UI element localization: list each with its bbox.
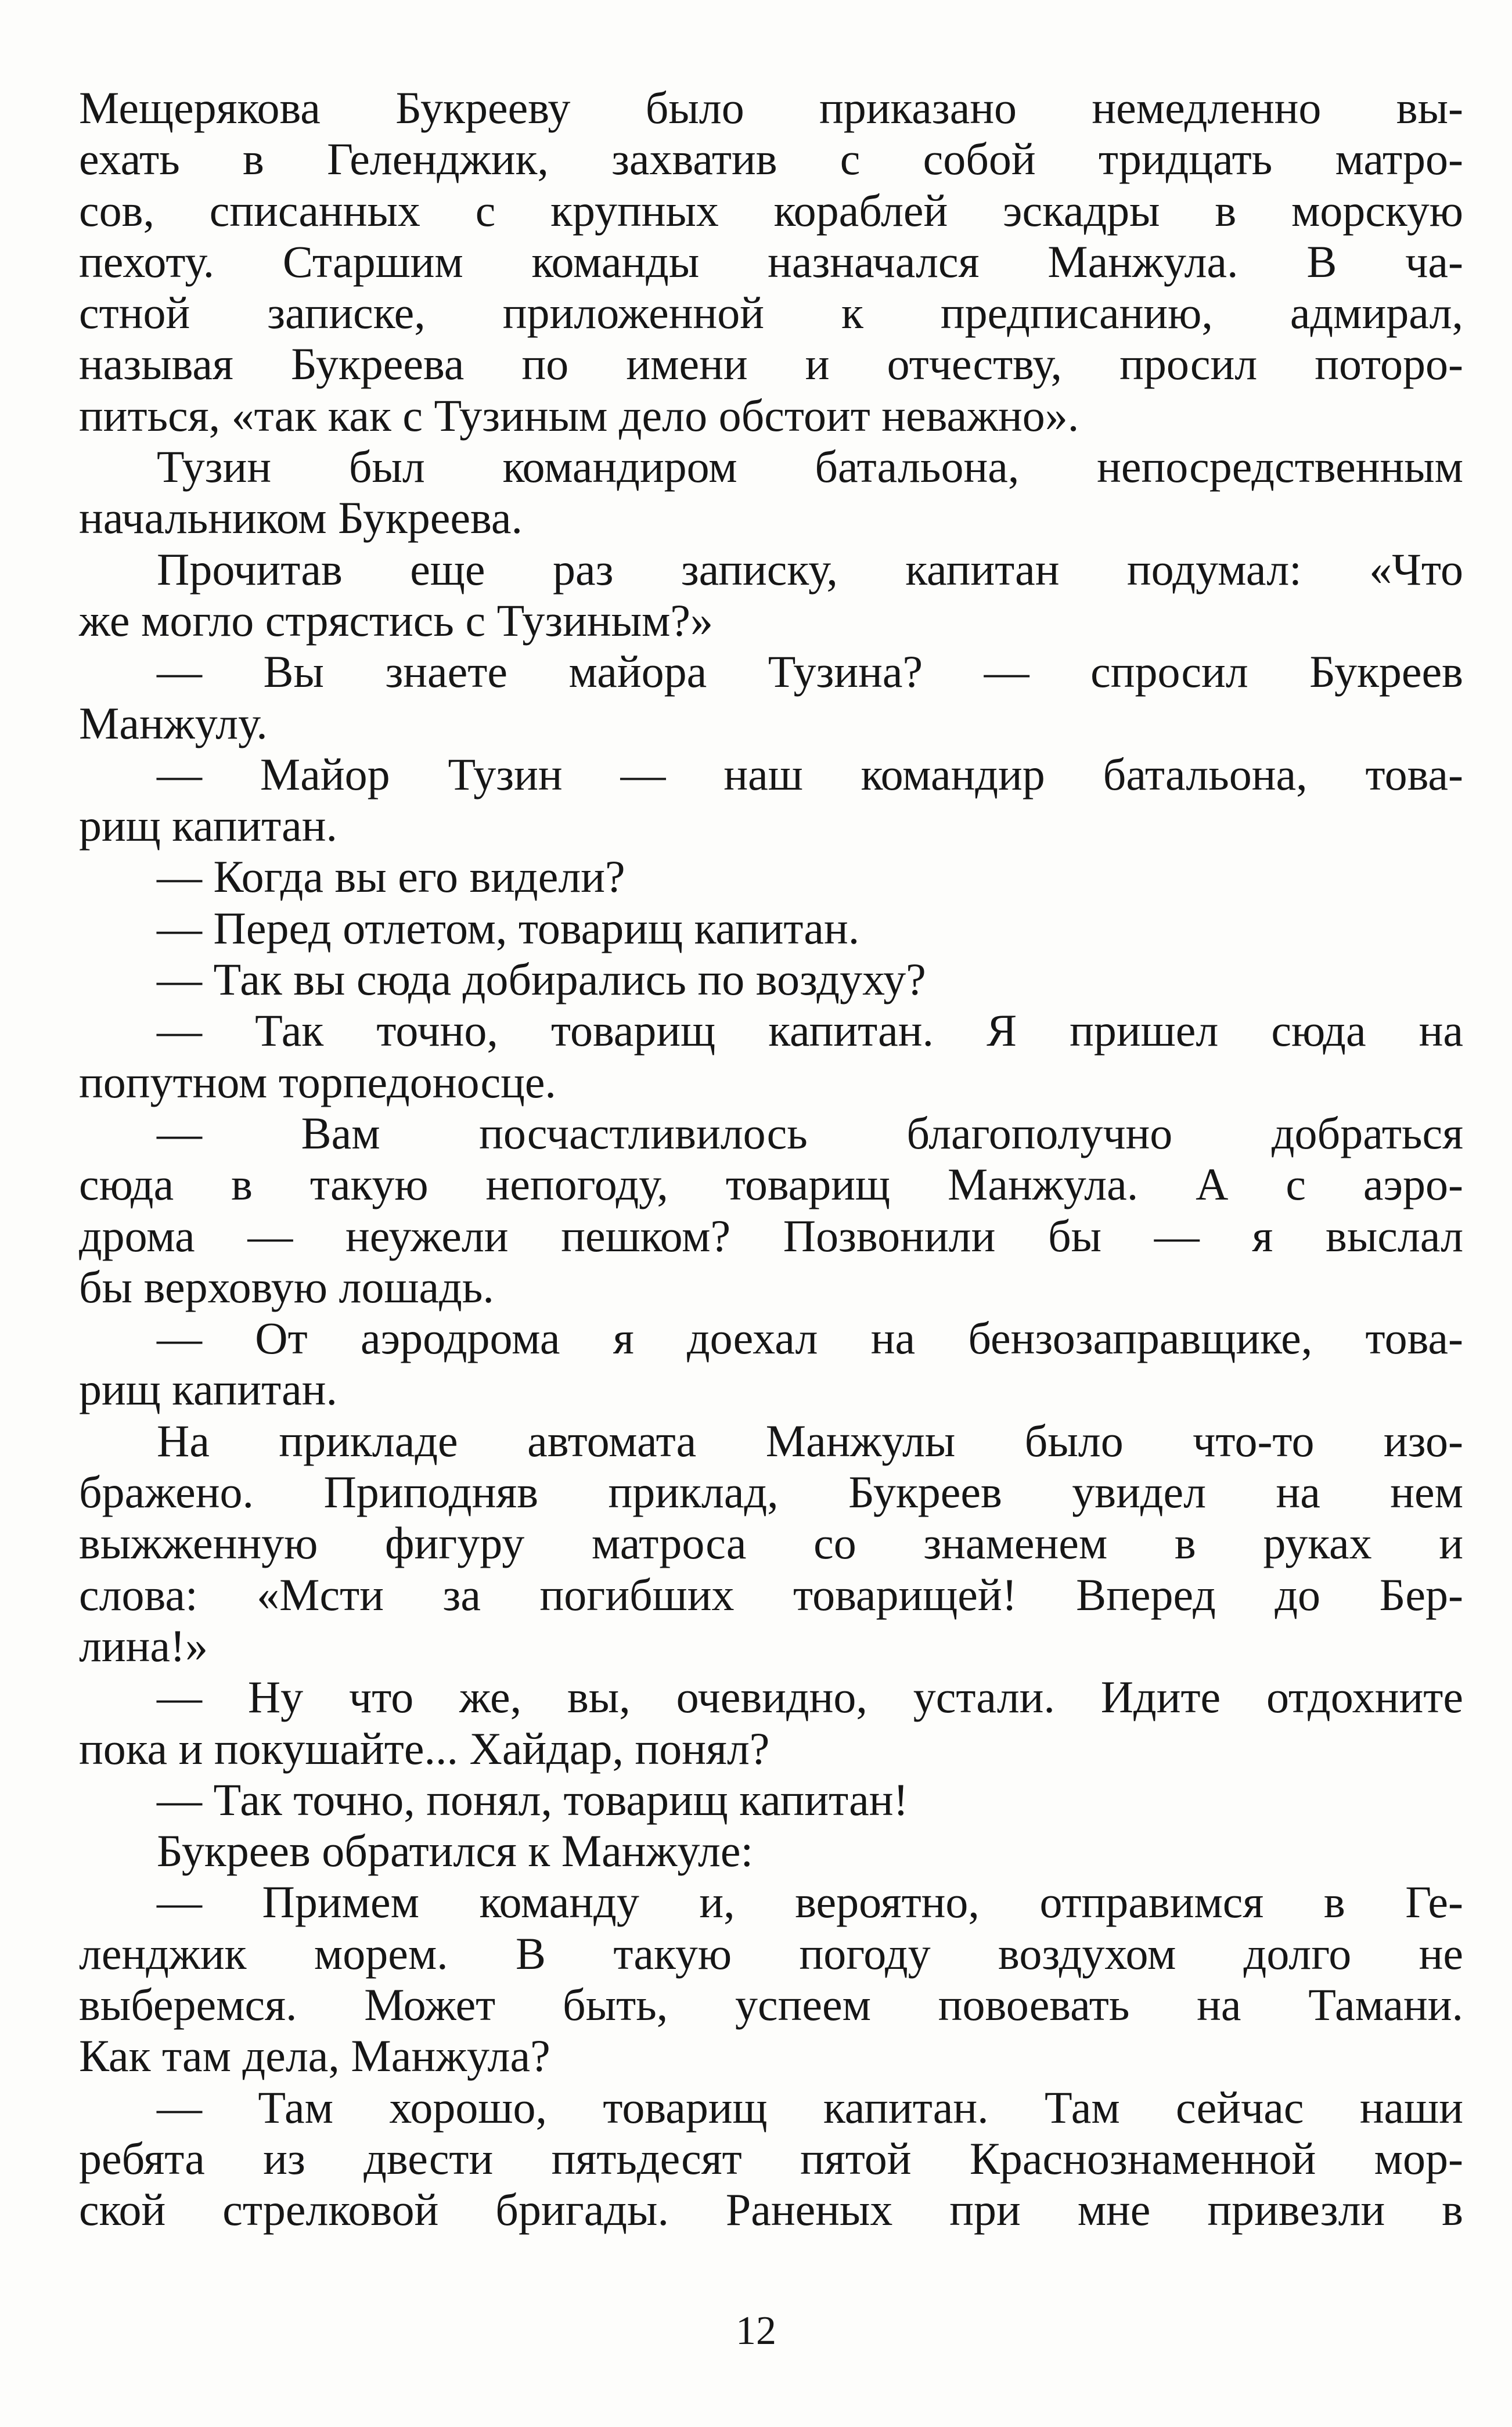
text-line: рищ капитан.	[79, 1364, 337, 1415]
text-line: — Когда вы его видели?	[157, 851, 625, 902]
text-line: — Так вы сюда добирались по воздуху?	[157, 954, 926, 1005]
text-line: называя Букреева по имени и отчеству, просил поторо-	[79, 339, 1463, 390]
text-line: — Так точно, товарищ капитан. Я пришел сюда на	[157, 1005, 1463, 1056]
text-line: — Там хорошо, товарищ капитан. Там сейчас наши	[157, 2082, 1463, 2133]
text-line: — Вы знаете майора Тузина? — спросил Букреев	[157, 646, 1463, 697]
text-line: ребята из двести пятьдесят пятой Краснознаменной мор-	[79, 2133, 1463, 2184]
text-line: слова: «Мсти за погибших товарищей! Вперед до Бер-	[79, 1569, 1463, 1620]
text-line: На прикладе автомата Манжулы было что-то изо-	[157, 1415, 1463, 1466]
text-line: — Майор Тузин — наш командир батальона, това-	[157, 748, 1463, 800]
text-line: дрома — неужели пешком? Позвонили бы — я выслал	[79, 1210, 1463, 1261]
text-line: пехоту. Старшим команды назначался Манжула. В ча-	[79, 236, 1463, 287]
text-line: же могло стрястись с Тузиным?»	[79, 595, 714, 646]
text-line: Букреев обратился к Манжуле:	[157, 1825, 754, 1877]
text-line: ехать в Геленджик, захватив с собой тридцать матро-	[79, 134, 1463, 185]
body-text	[79, 82, 1463, 2235]
text-line: Мещерякова Букрееву было приказано немедленно вы-	[79, 82, 1463, 133]
text-line: попутном торпедоносце.	[79, 1056, 556, 1107]
text-line: ской стрелковой бригады. Раненых при мне привезли в	[79, 2184, 1463, 2235]
text-line: начальником Букреева.	[79, 492, 523, 543]
text-line: Как там дела, Манжула?	[79, 2030, 550, 2082]
text-line: Прочитав еще раз записку, капитан подумал: «Что	[157, 543, 1463, 595]
text-line: сов, списанных с крупных кораблей эскадры в морскую	[79, 185, 1463, 236]
text-line: — Так точно, понял, товарищ капитан!	[157, 1774, 909, 1825]
text-line: — Ну что же, вы, очевидно, устали. Идите отдохните	[157, 1672, 1463, 1723]
text-line: пока и покушайте... Хайдар, понял?	[79, 1723, 770, 1774]
text-line: бы верховую лошадь.	[79, 1261, 494, 1312]
text-line: Манжулу.	[79, 697, 268, 748]
text-line: питься, «так как с Тузиным дело обстоит неважно».	[79, 390, 1079, 441]
text-line: Тузин был командиром батальона, непосредственным	[157, 441, 1463, 492]
text-line: — Перед отлетом, товарищ капитан.	[157, 902, 860, 953]
text-line: сюда в такую непогоду, товарищ Манжула. А с аэро-	[79, 1159, 1463, 1210]
page-number: 12	[736, 2309, 776, 2353]
text-line: рищ капитан.	[79, 800, 337, 851]
text-line: — От аэродрома я доехал на бензозаправщике, това-	[157, 1313, 1463, 1364]
text-line: выберемся. Может быть, успеем повоевать на Тамани.	[79, 1979, 1463, 2030]
text-line: ленджик морем. В такую погоду воздухом долго не	[79, 1928, 1463, 1979]
text-line: стной записке, приложенной к предписанию, адмирал,	[79, 287, 1463, 339]
text-line: выжженную фигуру матроса со знаменем в руках и	[79, 1518, 1463, 1569]
text-line: лина!»	[79, 1620, 208, 1671]
text-line: бражено. Приподняв приклад, Букреев увидел на нем	[79, 1467, 1463, 1518]
text-line: — Вам посчастливилось благополучно добраться	[157, 1107, 1463, 1158]
text-line: — Примем команду и, вероятно, отправимся в Ге-	[157, 1877, 1463, 1928]
